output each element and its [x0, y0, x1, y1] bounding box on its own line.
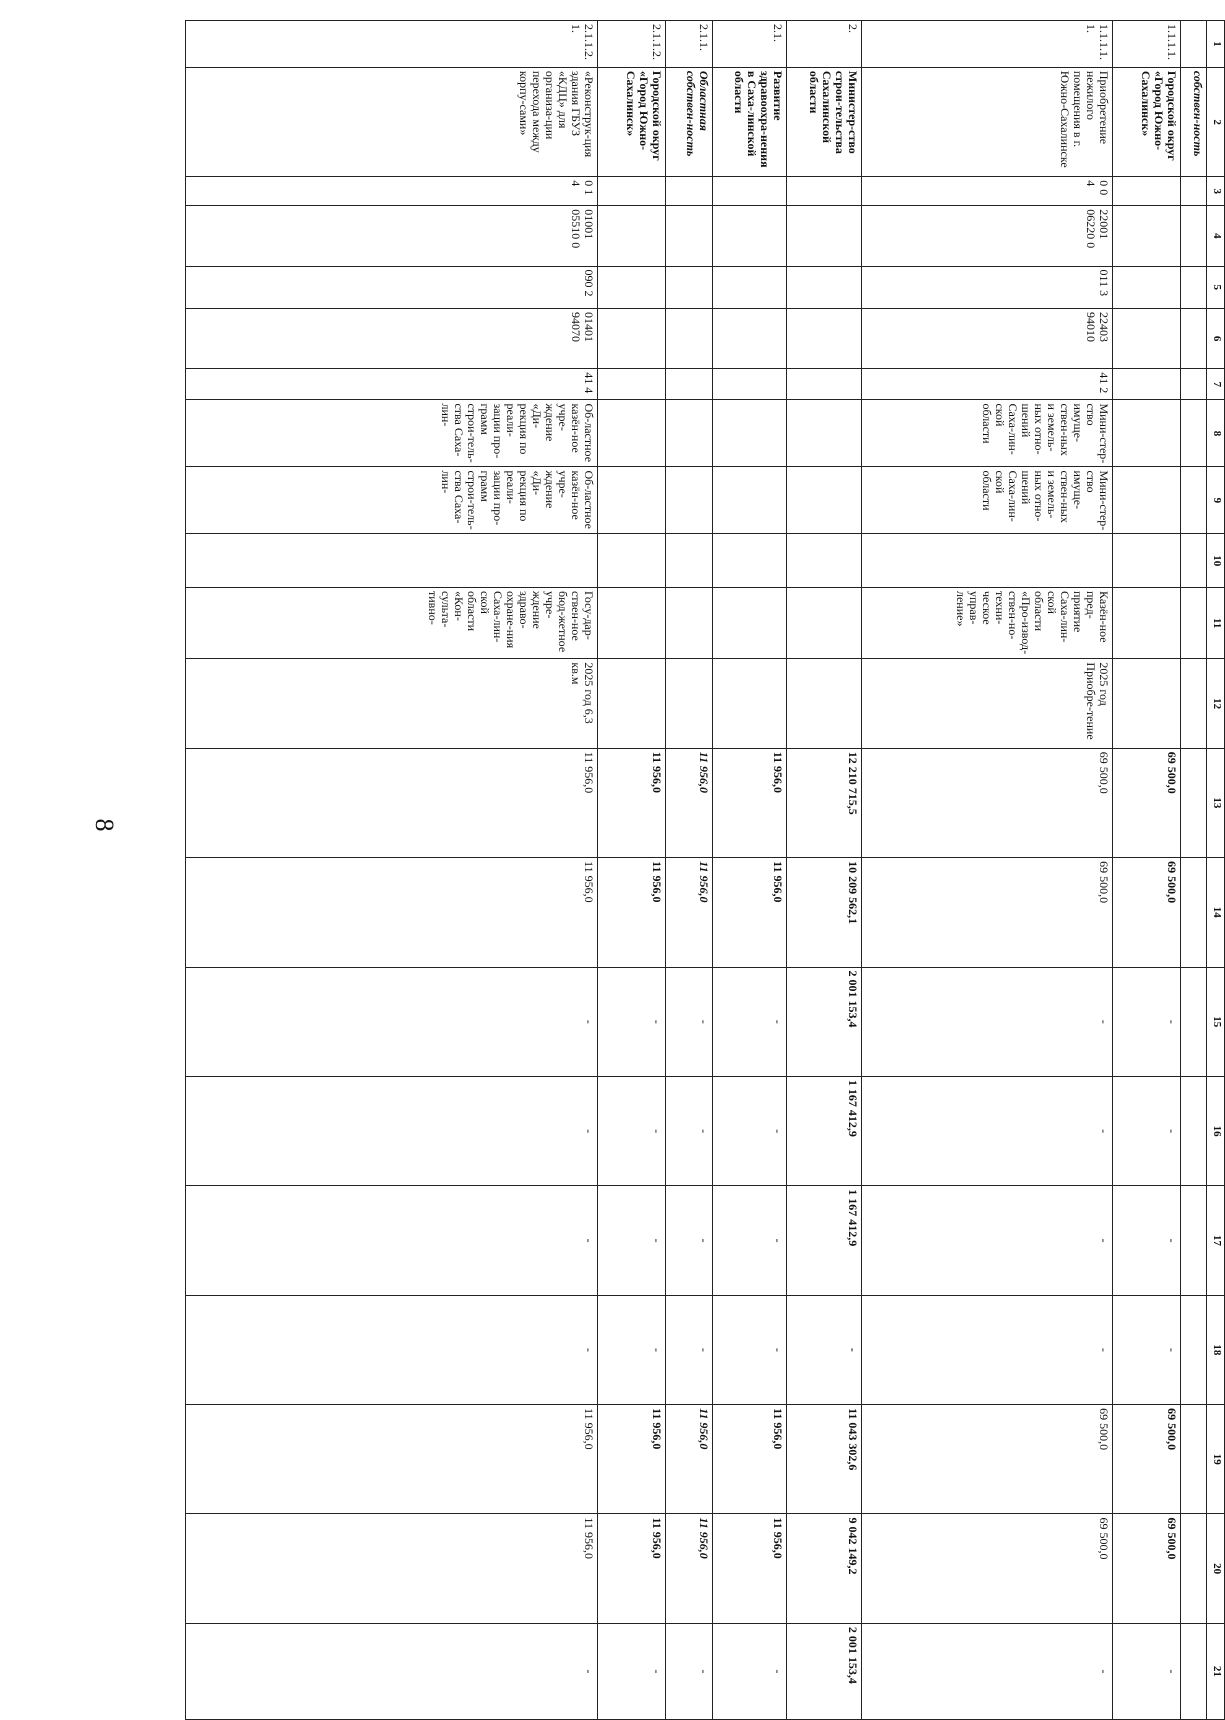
table-cell: 69 500,0 — [1112, 1514, 1180, 1623]
table-cell: 10 209 562,1 — [787, 858, 861, 967]
table-cell: 11 043 302,6 — [787, 1405, 861, 1514]
table-cell: 22403 94010 — [861, 308, 1112, 368]
table-cell: - — [1112, 1295, 1180, 1404]
table-cell: - — [665, 1295, 712, 1404]
table-cell — [665, 308, 712, 368]
table-cell — [597, 659, 665, 748]
table-cell — [713, 308, 787, 368]
table-cell: - — [861, 1186, 1112, 1295]
table-cell — [787, 266, 861, 308]
table-cell — [1180, 266, 1207, 308]
table-cell: 2.1.1. — [665, 21, 712, 68]
table-cell: 2.1.1.2.1. — [186, 21, 598, 68]
table-cell: Об-ластное казён-ное учре-ждение «Ди-рекция по реали-зации про-грамм строи-тель-ства Саха-лин- — [186, 400, 598, 467]
table-cell: - — [713, 1623, 787, 1719]
table-cell — [597, 177, 665, 206]
table-cell: 69 500,0 — [861, 1405, 1112, 1514]
column-number: 13 — [1207, 748, 1225, 857]
table-cell: 69 500,0 — [1112, 1405, 1180, 1514]
table-cell — [1180, 177, 1207, 206]
table-cell: - — [1112, 967, 1180, 1076]
table-cell: 1.1.1.1.1. — [861, 21, 1112, 68]
table-cell — [1112, 266, 1180, 308]
table-cell — [713, 266, 787, 308]
column-number: 5 — [1207, 266, 1225, 308]
table-cell: Городской округ «Город Южно-Сахалинск» — [597, 67, 665, 176]
table-cell: 69 500,0 — [861, 858, 1112, 967]
table-cell: 11 956,0 — [186, 1514, 598, 1623]
table-cell: 11 956,0 — [186, 748, 598, 857]
table-cell — [1180, 206, 1207, 266]
table-row — [861, 21, 1112, 1720]
table-cell — [597, 587, 665, 658]
table-cell — [665, 467, 712, 534]
table-cell — [665, 266, 712, 308]
table-cell: 11 956,0 — [597, 858, 665, 967]
table-cell: 1.1.1.1. — [1112, 21, 1180, 68]
table-cell: 9 042 149,2 — [787, 1514, 861, 1623]
table-cell — [1180, 534, 1207, 588]
page-number: 8 — [90, 818, 119, 832]
table-cell: - — [597, 1295, 665, 1404]
table-cell: - — [665, 967, 712, 1076]
table-cell — [1180, 369, 1207, 400]
table-cell — [1180, 1405, 1207, 1514]
table-cell: 090 2 — [186, 266, 598, 308]
column-number: 9 — [1207, 467, 1225, 534]
table-cell: Об-ластное казён-ное учре-ждение «Ди-рекция по реали-зации про-грамм строи-тель-ства Саха-лин- — [186, 467, 598, 534]
table-cell — [665, 206, 712, 266]
table-cell — [1180, 400, 1207, 467]
table-cell: - — [597, 1623, 665, 1719]
table-cell — [665, 534, 712, 588]
table-cell: 01001 05510 0 — [186, 206, 598, 266]
table-cell — [1112, 177, 1180, 206]
table-row — [1112, 21, 1180, 1720]
table-cell: Мини-стер-ство имуще-ствен-ных и земель-ных отно-шений Саха-лин-ской области — [861, 467, 1112, 534]
table-cell — [1180, 659, 1207, 748]
table-cell: 2.1. — [713, 21, 787, 68]
table-cell: Казён-ное пред-приятие Саха-лин-ской области «Про-извод-ствен-но-техни-ческое управ-ление» — [861, 587, 1112, 658]
table-cell — [713, 659, 787, 748]
table-cell — [1112, 467, 1180, 534]
table-cell: - — [597, 1076, 665, 1185]
table-cell — [713, 177, 787, 206]
table-cell — [713, 467, 787, 534]
table-cell — [1112, 206, 1180, 266]
table-cell: - — [597, 1186, 665, 1295]
table-cell: 01401 94070 — [186, 308, 598, 368]
table-cell: 22001 06220 0 — [861, 206, 1112, 266]
table-cell: 2 001 153,4 — [787, 967, 861, 1076]
table-cell — [713, 534, 787, 588]
table-cell — [1112, 659, 1180, 748]
table-cell: - — [186, 1186, 598, 1295]
table-cell — [597, 534, 665, 588]
table-cell — [787, 400, 861, 467]
table-cell: - — [1112, 1186, 1180, 1295]
table-cell: 12 210 715,5 — [787, 748, 861, 857]
table-cell — [597, 308, 665, 368]
table-cell — [713, 369, 787, 400]
table-cell — [665, 177, 712, 206]
table-cell — [1112, 534, 1180, 588]
table-cell — [1180, 1186, 1207, 1295]
table-row — [665, 21, 712, 1720]
column-number: 4 — [1207, 206, 1225, 266]
table-cell: 11 956,0 — [665, 1514, 712, 1623]
table-cell: 0 1 4 — [186, 177, 598, 206]
table-cell — [186, 534, 598, 588]
table-cell: 69 500,0 — [1112, 858, 1180, 967]
column-number: 11 — [1207, 587, 1225, 658]
table-cell: Городской округ «Город Южно-Сахалинск» — [1112, 67, 1180, 176]
table-cell — [1112, 308, 1180, 368]
table-cell — [665, 659, 712, 748]
table-cell: собствен-ность — [1180, 67, 1207, 176]
table-cell — [665, 587, 712, 658]
table-cell — [787, 177, 861, 206]
table-cell: 1 167 412,9 — [787, 1076, 861, 1185]
table-cell: 69 500,0 — [1112, 748, 1180, 857]
table-cell: «Реконструк-ция здания ГБУЗ «КДЦ» для организа-ции перехода между корпу-сами» — [186, 67, 598, 176]
table-cell: 2 001 153,4 — [787, 1623, 861, 1719]
table-cell: Развитие здравоохра-нения в Саха-линской области — [713, 67, 787, 176]
column-number: 15 — [1207, 967, 1225, 1076]
table-cell: 2.1.1.2. — [597, 21, 665, 68]
table-cell: 2025 год Приобре-тение — [861, 659, 1112, 748]
table-cell: - — [186, 1623, 598, 1719]
column-number: 12 — [1207, 659, 1225, 748]
budget-table — [185, 20, 1225, 1720]
column-number: 6 — [1207, 308, 1225, 368]
table-cell: 11 956,0 — [186, 858, 598, 967]
column-number: 18 — [1207, 1295, 1225, 1404]
table-cell: 69 500,0 — [861, 748, 1112, 857]
table-row — [186, 21, 598, 1720]
table-cell: 11 956,0 — [713, 1514, 787, 1623]
table-cell: - — [1112, 1076, 1180, 1185]
table-cell: 011 3 — [861, 266, 1112, 308]
table-cell — [1180, 1623, 1207, 1719]
table-cell: 0 0 4 — [861, 177, 1112, 206]
table-cell — [597, 206, 665, 266]
table-cell — [597, 400, 665, 467]
table-cell: 11 956,0 — [665, 748, 712, 857]
table-cell — [1180, 1295, 1207, 1404]
table-cell: 11 956,0 — [713, 858, 787, 967]
table-cell: 11 956,0 — [597, 748, 665, 857]
table-cell — [787, 587, 861, 658]
table-cell: 11 956,0 — [665, 858, 712, 967]
table-cell: - — [861, 1623, 1112, 1719]
table-cell — [665, 400, 712, 467]
table-cell: - — [597, 967, 665, 1076]
table-cell — [713, 587, 787, 658]
column-number: 21 — [1207, 1623, 1225, 1719]
table-cell: 2025 год 6,3 кв.м — [186, 659, 598, 748]
table-cell: - — [861, 967, 1112, 1076]
table-cell — [1180, 21, 1207, 68]
column-number: 17 — [1207, 1186, 1225, 1295]
table-cell: - — [861, 1295, 1112, 1404]
table-cell: - — [665, 1623, 712, 1719]
table-cell: 11 956,0 — [713, 748, 787, 857]
table-cell — [1112, 369, 1180, 400]
table-cell — [787, 659, 861, 748]
table-cell — [787, 467, 861, 534]
column-number: 1 — [1207, 21, 1225, 68]
table-row — [787, 21, 861, 1720]
table-cell: - — [713, 1295, 787, 1404]
table-cell: 69 500,0 — [861, 1514, 1112, 1623]
table-cell: - — [713, 967, 787, 1076]
table-cell — [1180, 967, 1207, 1076]
table-cell: - — [186, 967, 598, 1076]
table-cell: 2. — [787, 21, 861, 68]
table-cell — [597, 467, 665, 534]
table-cell: Госу-дар-ствен-ное бюд-жетное учре-ждение здраво-охране-ния Саха-лин-ской области «Кон-сульта-тивно- — [186, 587, 598, 658]
column-number: 10 — [1207, 534, 1225, 588]
column-number: 14 — [1207, 858, 1225, 967]
table-cell — [1180, 858, 1207, 967]
column-number: 3 — [1207, 177, 1225, 206]
table-cell — [665, 369, 712, 400]
table-cell: Приобретение нежилого помещения в г. Южно-Сахалинске — [861, 67, 1112, 176]
table-cell — [787, 206, 861, 266]
table-cell — [597, 266, 665, 308]
table-cell — [787, 534, 861, 588]
budget-table-sheet — [185, 20, 1225, 1720]
table-cell — [597, 369, 665, 400]
column-number: 8 — [1207, 400, 1225, 467]
table-cell — [1180, 308, 1207, 368]
table-cell — [713, 400, 787, 467]
table-cell: - — [665, 1186, 712, 1295]
table-cell: Министер-ство строи-тельства Сахалинской области — [787, 67, 861, 176]
table-cell: - — [713, 1076, 787, 1185]
column-number: 20 — [1207, 1514, 1225, 1623]
table-cell — [1180, 748, 1207, 857]
table-cell — [1180, 587, 1207, 658]
table-row — [597, 21, 665, 1720]
table-cell: - — [713, 1186, 787, 1295]
table-cell — [1180, 467, 1207, 534]
column-number: 2 — [1207, 67, 1225, 176]
table-cell: 11 956,0 — [665, 1405, 712, 1514]
table-cell — [861, 534, 1112, 588]
table-cell: 11 956,0 — [713, 1405, 787, 1514]
column-number: 7 — [1207, 369, 1225, 400]
table-cell — [1112, 587, 1180, 658]
table-cell — [713, 206, 787, 266]
table-cell: - — [787, 1295, 861, 1404]
table-cell: - — [665, 1076, 712, 1185]
table-cell — [1180, 1076, 1207, 1185]
table-cell: - — [186, 1076, 598, 1185]
column-number: 19 — [1207, 1405, 1225, 1514]
table-cell: 41 2 — [861, 369, 1112, 400]
table-cell: - — [861, 1076, 1112, 1185]
table-cell: 1 167 412,9 — [787, 1186, 861, 1295]
table-cell — [1180, 1514, 1207, 1623]
table-cell — [1112, 400, 1180, 467]
table-cell: 11 956,0 — [597, 1514, 665, 1623]
table-cell: 41 4 — [186, 369, 598, 400]
table-cell: - — [1112, 1623, 1180, 1719]
column-number-row — [1207, 21, 1225, 1720]
table-cell: - — [186, 1295, 598, 1404]
table-cell: Мини-стер-ство имуще-ствен-ных и земель-ных отно-шений Саха-лин-ской области — [861, 400, 1112, 467]
column-number: 16 — [1207, 1076, 1225, 1185]
table-cell — [787, 308, 861, 368]
table-row — [1180, 21, 1207, 1720]
table-cell: Областная собствен-ность — [665, 67, 712, 176]
table-row — [713, 21, 787, 1720]
table-cell: 11 956,0 — [186, 1405, 598, 1514]
table-cell — [787, 369, 861, 400]
table-cell: 11 956,0 — [597, 1405, 665, 1514]
